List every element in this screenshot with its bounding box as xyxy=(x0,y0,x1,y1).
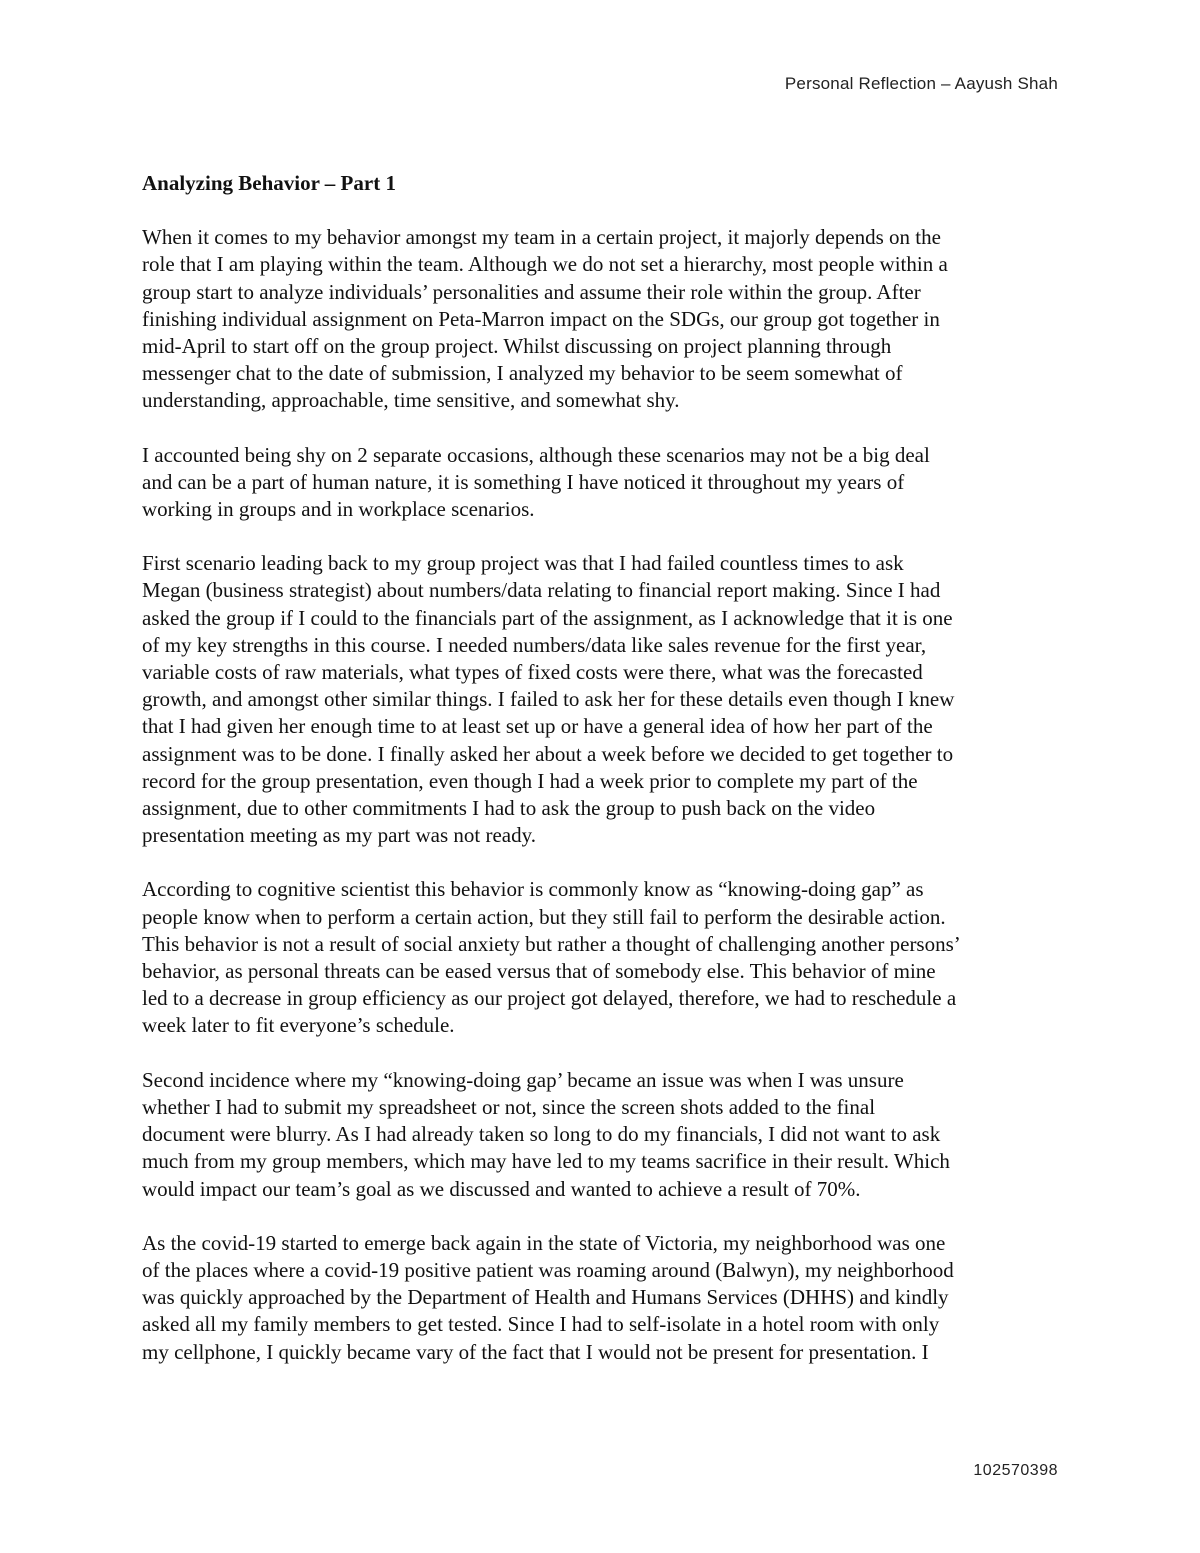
text-line: growth, and amongst other similar things. I failed to ask her for these details even though I knew xyxy=(142,687,955,712)
text-line: working in groups and in workplace scenarios. xyxy=(142,497,535,522)
text-line: I accounted being shy on 2 separate occasions, although these scenarios may not be a big deal xyxy=(142,442,930,467)
text-line: asked the group if I could to the financials part of the assignment, as I acknowledge that it is one xyxy=(142,605,953,630)
text-line: As the covid-19 started to emerge back again in the state of Victoria, my neighborhood was one xyxy=(142,1230,946,1255)
text-line: mid-April to start off on the group project. Whilst discussing on project planning through xyxy=(142,334,892,359)
text-line: my cellphone, I quickly became vary of the fact that I would not be present for presentation. I xyxy=(142,1339,929,1364)
text-line: of the places where a covid-19 positive patient was roaming around (Balwyn), my neighborhood xyxy=(142,1257,954,1282)
paragraph xyxy=(142,550,1082,849)
text-line: assignment was to be done. I finally asked her about a week before we decided to get together to xyxy=(142,741,954,766)
text-line: messenger chat to the date of submission, I analyzed my behavior to be seem somewhat of xyxy=(142,361,903,386)
text-line: record for the group presentation, even though I had a week prior to complete my part of the xyxy=(142,768,918,793)
text-line: When it comes to my behavior amongst my team in a certain project, it majorly depends on the xyxy=(142,225,941,250)
page-number: 102570398 xyxy=(973,1462,1058,1479)
text-line: of my key strengths in this course. I needed numbers/data like sales revenue for the first year, xyxy=(142,632,927,657)
document-body xyxy=(142,170,1082,1393)
paragraph xyxy=(142,876,1082,1039)
running-header: Personal Reflection – Aayush Shah xyxy=(784,74,1058,93)
paragraph xyxy=(142,1230,1082,1366)
paragraph xyxy=(142,224,1082,414)
text-line: Second incidence where my “knowing-doing gap’ became an issue was when I was unsure xyxy=(142,1067,904,1092)
text-line: that I had given her enough time to at least set up or have a general idea of how her part of the xyxy=(142,714,933,739)
text-line: finishing individual assignment on Peta-Marron impact on the SDGs, our group got together in xyxy=(142,306,940,331)
text-line: much from my group members, which may have led to my teams sacrifice in their result. Which xyxy=(142,1149,950,1174)
text-line: whether I had to submit my spreadsheet or not, since the screen shots added to the final xyxy=(142,1094,876,1119)
text-line: understanding, approachable, time sensitive, and somewhat shy. xyxy=(142,388,680,413)
text-line: led to a decrease in group efficiency as our project got delayed, therefore, we had to reschedule a xyxy=(142,986,957,1011)
text-line: This behavior is not a result of social anxiety but rather a thought of challenging another persons’ xyxy=(142,931,961,956)
text-line: asked all my family members to get tested. Since I had to self-isolate in a hotel room with only xyxy=(142,1312,940,1337)
text-line: According to cognitive scientist this behavior is commonly know as “knowing-doing gap” as xyxy=(142,877,924,902)
text-line: would impact our team’s goal as we discussed and wanted to achieve a result of 70%. xyxy=(142,1176,861,1201)
text-line: First scenario leading back to my group project was that I had failed countless times to ask xyxy=(142,551,904,576)
text-line: Megan (business strategist) about numbers/data relating to financial report making. Since I had xyxy=(142,578,941,603)
text-line: was quickly approached by the Department of Health and Humans Services (DHHS) and kindly xyxy=(142,1285,949,1310)
section-heading: Analyzing Behavior – Part 1 xyxy=(142,171,396,195)
text-line: week later to fit everyone’s schedule. xyxy=(142,1013,455,1038)
text-line: presentation meeting as my part was not ready. xyxy=(142,823,537,848)
text-line: and can be a part of human nature, it is something I have noticed it throughout my years of xyxy=(142,469,905,494)
paragraph xyxy=(142,1067,1082,1203)
text-line: people know when to perform a certain action, but they still fail to perform the desirable action. xyxy=(142,904,946,929)
text-line: behavior, as personal threats can be eased versus that of somebody else. This behavior of mine xyxy=(142,959,936,984)
text-line: role that I am playing within the team. Although we do not set a hierarchy, most people within a xyxy=(142,252,948,277)
paragraph xyxy=(142,442,1082,524)
text-line: document were blurry. As I had already taken so long to do my financials, I did not want to ask xyxy=(142,1122,941,1147)
text-line: group start to analyze individuals’ personalities and assume their role within the group. After xyxy=(142,279,921,304)
text-line: assignment, due to other commitments I had to ask the group to push back on the video xyxy=(142,796,876,821)
text-line: variable costs of raw materials, what types of fixed costs were there, what was the forecasted xyxy=(142,660,923,685)
